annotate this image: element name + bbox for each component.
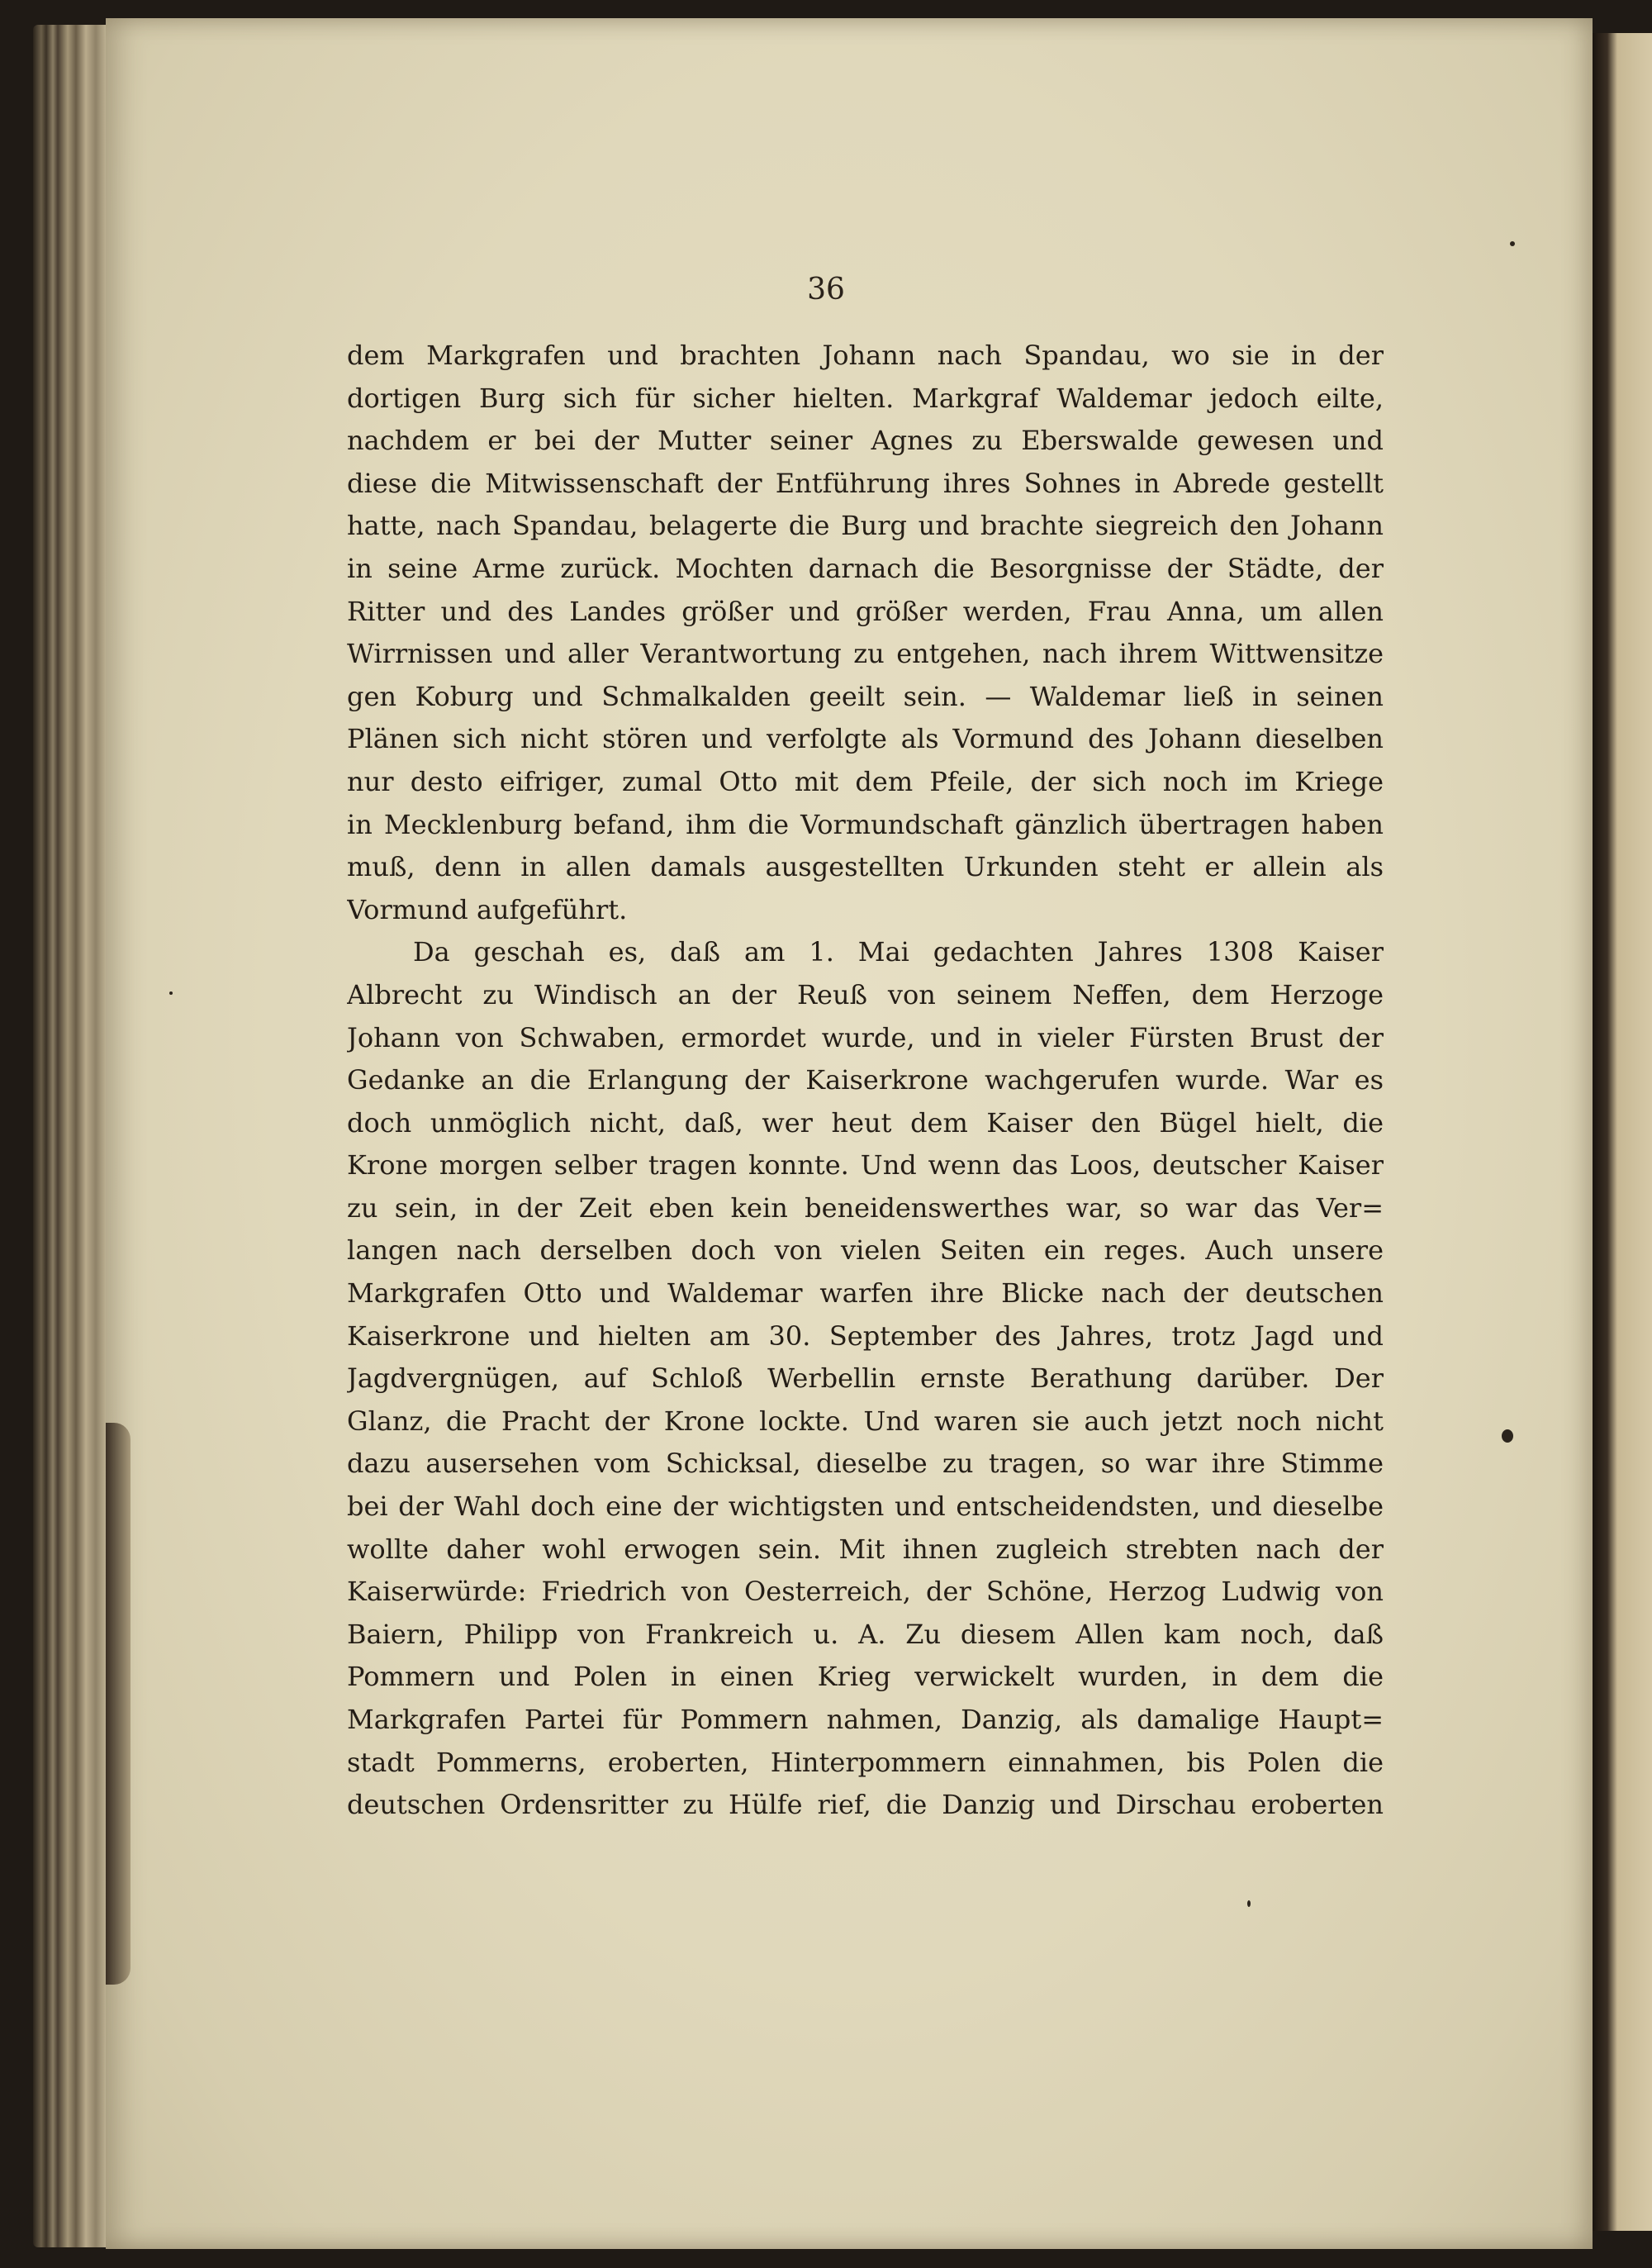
text-line: Markgrafen Partei für Pommern nahmen, Danzig, als damalige Haupt= (347, 1704, 1384, 1735)
page-fold-tear (106, 1423, 131, 1985)
page-number: 36 (807, 273, 845, 307)
text-line: Glanz, die Pracht der Krone lockte. Und waren sie auch jetzt noch nicht (347, 1405, 1384, 1437)
text-line: Plänen sich nicht stören und verfolgte als Vormund des Johann dieselben (347, 723, 1384, 755)
text-line: Pommern und Polen in einen Krieg verwickelt wurden, in dem die (347, 1661, 1384, 1693)
text-line: hatte, nach Spandau, belagerte die Burg und brachte siegreich den Johann (347, 510, 1384, 542)
text-line: in Mecklenburg befand, ihm die Vormundschaft gänzlich übertragen haben (347, 808, 1384, 840)
text-line: Kaiserkrone und hielten am 30. September des Jahres, trotz Jagd und (347, 1319, 1384, 1352)
text-line: wollte daher wohl erwogen sein. Mit ihnen zugleich strebten nach der (347, 1533, 1384, 1565)
text-line: Albrecht zu Windisch an der Reuß von seinem Neffen, dem Herzoge (347, 978, 1384, 1010)
text-line: doch unmöglich nicht, daß, wer heut dem Kaiser den Bügel hielt, die (347, 1106, 1384, 1139)
text-line: gen Koburg und Schmalkalden geeilt sein. — Waldemar ließ in seinen (347, 680, 1384, 712)
text-line: Ritter und des Landes größer und größer werden, Frau Anna, um allen (347, 595, 1384, 627)
text-line: Da geschah es, daß am 1. Mai gedachten Jahres 1308 Kaiser (413, 936, 1384, 968)
text-line: Baiern, Philipp von Frankreich u. A. Zu diesem Allen kam noch, daß (347, 1618, 1384, 1650)
text-line: zu sein, in der Zeit eben kein beneidenswerthes war, so war das Ver= (347, 1191, 1384, 1224)
text-line: diese die Mitwissenschaft der Entführung ihres Sohnes in Abrede gestellt (347, 467, 1384, 499)
text-line: Krone morgen selber tragen konnte. Und wenn das Loos, deutscher Kaiser (347, 1149, 1384, 1182)
text-line: Gedanke an die Erlangung der Kaiserkrone wachgerufen wurde. War es (347, 1064, 1384, 1096)
text-line: muß, denn in allen damals ausgestellten Urkunden steht er allein als (347, 851, 1384, 883)
text-line: in seine Arme zurück. Mochten darnach die Besorgnisse der Städte, der (347, 552, 1384, 584)
body-text (347, 335, 1384, 1827)
text-line: Kaiserwürde: Friedrich von Oesterreich, der Schöne, Herzog Ludwig von (347, 1576, 1384, 1608)
text-line: Wirrnissen und aller Verantwortung zu entgehen, nach ihrem Wittwensitze (347, 638, 1384, 670)
text-line: Jagdvergnügen, auf Schloß Werbellin ernste Berathung darüber. Der (347, 1362, 1384, 1395)
text-line: Vormund aufgeführt. (347, 893, 628, 925)
facing-page-edge (1593, 33, 1652, 2231)
text-line: nur desto eifriger, zumal Otto mit dem Pfeile, der sich noch im Kriege (347, 765, 1384, 797)
text-line: bei der Wahl doch eine der wichtigsten und entscheidendsten, und dieselbe (347, 1491, 1384, 1523)
text-line: stadt Pommerns, eroberten, Hinterpommern einnahmen, bis Polen die (347, 1746, 1384, 1778)
text-line: dortigen Burg sich für sicher hielten. Markgraf Waldemar jedoch eilte, (347, 382, 1384, 414)
text-line: Johann von Schwaben, ermordet wurde, und in vieler Fürsten Brust der (347, 1021, 1384, 1053)
text-line: nachdem er bei der Mutter seiner Agnes zu Eberswalde gewesen und (347, 425, 1384, 457)
text-line: Markgrafen Otto und Waldemar warfen ihre Blicke nach der deutschen (347, 1277, 1384, 1310)
text-line: dem Markgrafen und brachten Johann nach Spandau, wo sie in der (347, 340, 1384, 371)
text-line: langen nach derselben doch von vielen Seiten ein reges. Auch unsere (347, 1234, 1384, 1267)
text-line: dazu ausersehen vom Schicksal, dieselbe zu tragen, so war ihre Stimme (347, 1448, 1384, 1480)
text-line: deutschen Ordensritter zu Hülfe rief, die Danzig und Dirschau eroberten (347, 1789, 1384, 1821)
